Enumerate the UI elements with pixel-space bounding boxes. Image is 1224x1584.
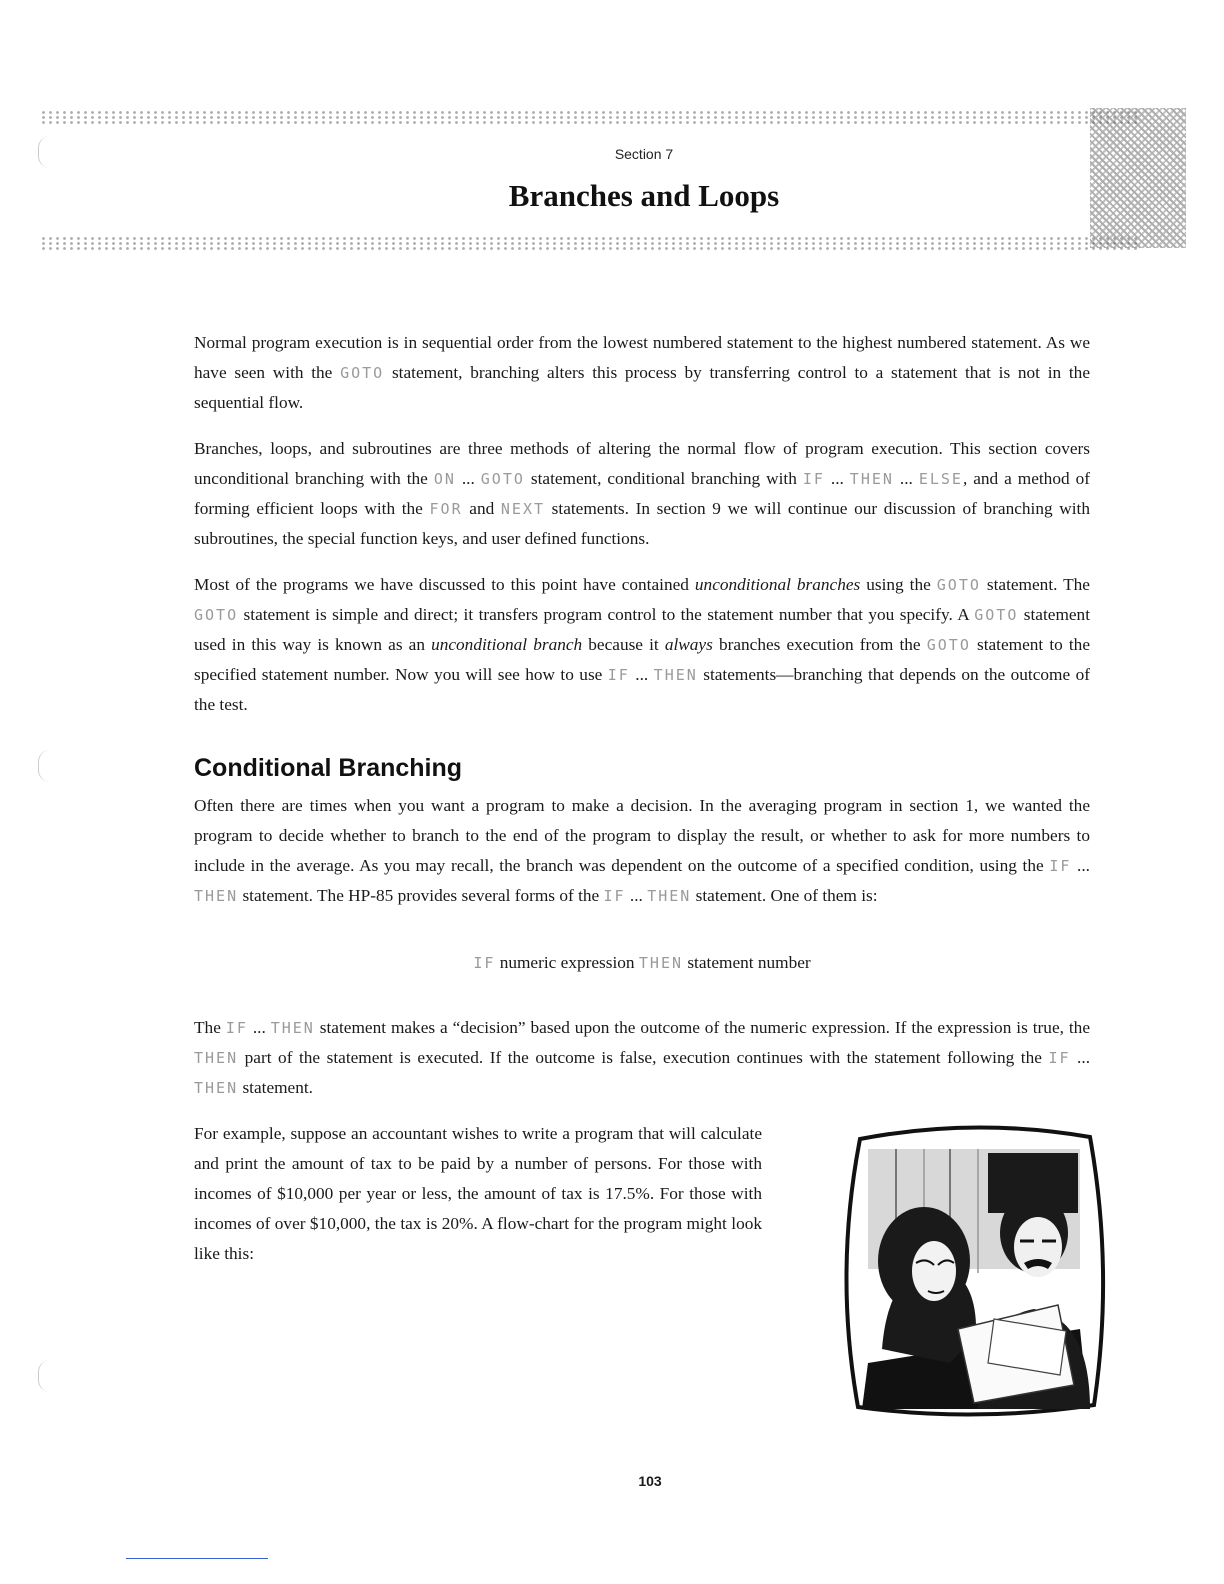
header-dot-band-top [40, 110, 1140, 124]
margin-mark [38, 750, 53, 782]
keyword: THEN [194, 887, 239, 905]
chapter-title: Branches and Loops [508, 178, 780, 213]
keyword: ON [433, 470, 456, 488]
paragraph-methods: Branches, loops, and subroutines are three methods of altering the normal flow of program execution. This section covers unconditional branching with the ON ... GOTO statement, conditional branching with IF ... THEN ... ELSE, and a method of forming efficient loops with the FOR and NEXT statements. In section 9 we will continue our discussion of branching with subroutines, the special function keys, and user defined functions. [194, 439, 1091, 548]
keyword: GOTO [340, 364, 385, 382]
header-dot-band-bottom [40, 236, 1140, 250]
paragraph-if-then: The IF ... THEN statement makes a “decision” based upon the outcome of the numeric expression. If the expression is true, the THEN part of the statement is executed. If the outcome is false, execution continues with the statement following the IF ... THEN statement. [194, 1018, 1091, 1097]
syntax-line: IF numeric expression THEN statement number [473, 953, 811, 972]
keyword: NEXT [500, 500, 546, 518]
keyword: GOTO [926, 636, 971, 654]
keyword: IF [1048, 1049, 1071, 1067]
keyword: IF [225, 1019, 248, 1037]
paragraph-example: For example, suppose an accountant wishes to write a program that will calculate and print the amount of tax to be paid by a number of persons. For those with incomes of $10,000 per year or less, the amount of tax is 17.5%. For those with incomes of over $10,000, the tax is 20%. A flow-chart for the program might look like this: [194, 1124, 762, 1263]
paragraph-decision: Often there are times when you want a program to make a decision. In the averaging program in section 1, we wanted the program to decide whether to branch to the end of the program to display the result, or whether to ask for more numbers to include in the average. As you may recall, the branch was dependent on the outcome of a specified condition, using the IF ... THEN statement. The HP-85 provides several forms of the IF ... THEN statement. One of them is: [194, 796, 1090, 905]
keyword: THEN [270, 1019, 315, 1037]
keyword: IF [802, 470, 825, 488]
paragraph-intro: Normal program execution is in sequential order from the lowest numbered statement to the highest numbered statement. As we have seen with the GOTO statement, branching alters this process by transferring control to a statement that is not in the sequential flow. [194, 333, 1090, 412]
section-label: Section 7 [614, 146, 674, 162]
section-heading: Conditional Branching [194, 754, 463, 782]
keyword: THEN [638, 954, 684, 972]
footer-rule [126, 1558, 268, 1559]
keyword: FOR [429, 500, 463, 518]
keyword: THEN [647, 887, 692, 905]
example-row [194, 1119, 1090, 1419]
keyword: GOTO [194, 606, 239, 624]
keyword: THEN [194, 1079, 239, 1097]
accountants-illustration [838, 1123, 1110, 1419]
keyword: IF [603, 887, 626, 905]
keyword: THEN [849, 470, 894, 488]
paragraph-unconditional: Most of the programs we have discussed to this point have contained unconditional branches using the GOTO statement. The GOTO statement is simple and direct; it transfers program control to the statement number that you specify. A GOTO statement used in this way is known as an unconditional branch because it always branches execution from the GOTO statement to the specified statement number. Now you will see how to use IF ... THEN statements—branching that depends on the outcome of the test. [194, 575, 1090, 714]
page-number: 103 [638, 1473, 662, 1489]
keyword: IF [473, 954, 496, 972]
keyword: THEN [194, 1049, 239, 1067]
keyword: GOTO [936, 576, 981, 594]
keyword: GOTO [480, 470, 525, 488]
keyword: ELSE [918, 470, 963, 488]
keyword: IF [607, 666, 630, 684]
keyword: THEN [653, 666, 698, 684]
keyword: IF [1049, 857, 1072, 875]
page-content [194, 328, 1090, 1419]
margin-mark [38, 1360, 53, 1392]
keyword: GOTO [974, 606, 1019, 624]
